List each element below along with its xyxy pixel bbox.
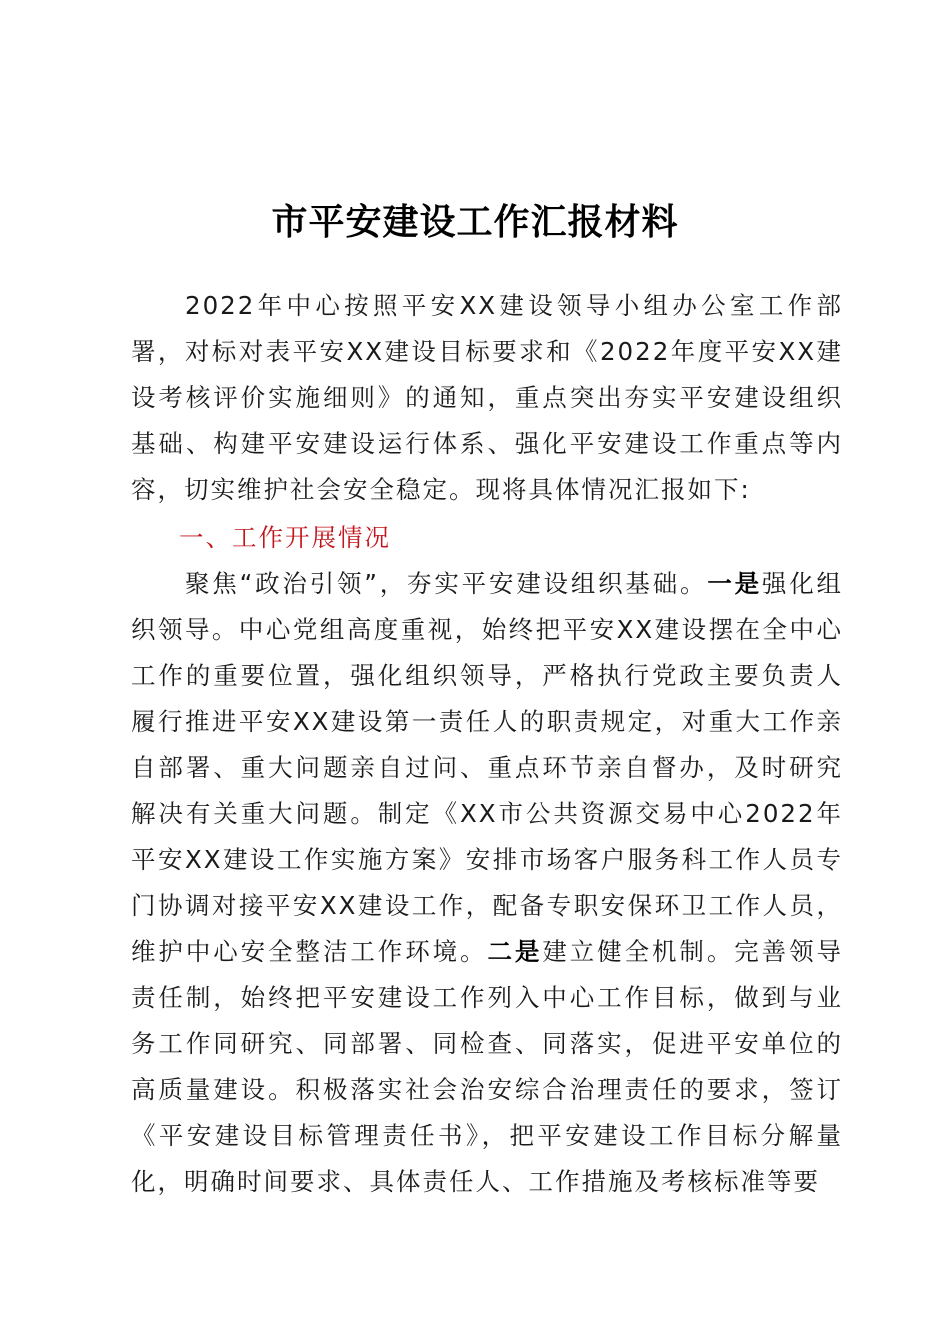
intro-paragraph: 2022年中心按照平安XX建设领导小组办公室工作部署，对标对表平安XX建设目标要求和《2022年度平安XX建设考核评价实施细则》的通知，重点突出夯实平安建设组织基础、构建平安建设运行体系、强化平安建设工作重点等内容，切实维护社会安全稳定。现将具体情况汇报如下: xyxy=(131,291,843,504)
document-title: 市平安建设工作汇报材料 xyxy=(271,201,679,243)
section-text-part1: 聚焦“政治引领”，夯实平安建设组织基础。 xyxy=(185,569,708,598)
section-emphasis-first: 一是 xyxy=(707,569,762,598)
section-text-part2: 强化组织领导。中心党组高度重视，始终把平安XX建设摆在全中心工作的重要位置，强化组织领导，严格执行党政主要负责人履行推进平安XX建设第一责任人的职责规定，对重大工作亲自部署、重大问题亲自过问、重点环节亲自督办，及时研究解决有关重大问题。制定《XX市公共资源交易中心2022年平安XX建设工作实施方案》安排市场客户服务科工作人员专门协调对接平安XX建设工作，配备专职安保环卫工作人员，维护中心安全整洁工作环境。 xyxy=(131,569,843,966)
section-paragraph xyxy=(131,561,843,1205)
section-emphasis-second: 二是 xyxy=(487,937,543,966)
section-text-part3: 建立健全机制。完善领导责任制，始终把平安建设工作列入中心工作目标，做到与业务工作同研究、同部署、同检查、同落实，促进平安单位的高质量建设。积极落实社会治安综合治理责任的要求，签订《平安建设目标管理责任书》，把平安建设工作目标分解量化，明确时间要求、具体责任人、工作措施及考核标准等要 xyxy=(131,937,844,1196)
section-heading: 一、工作开展情况 xyxy=(179,523,391,552)
